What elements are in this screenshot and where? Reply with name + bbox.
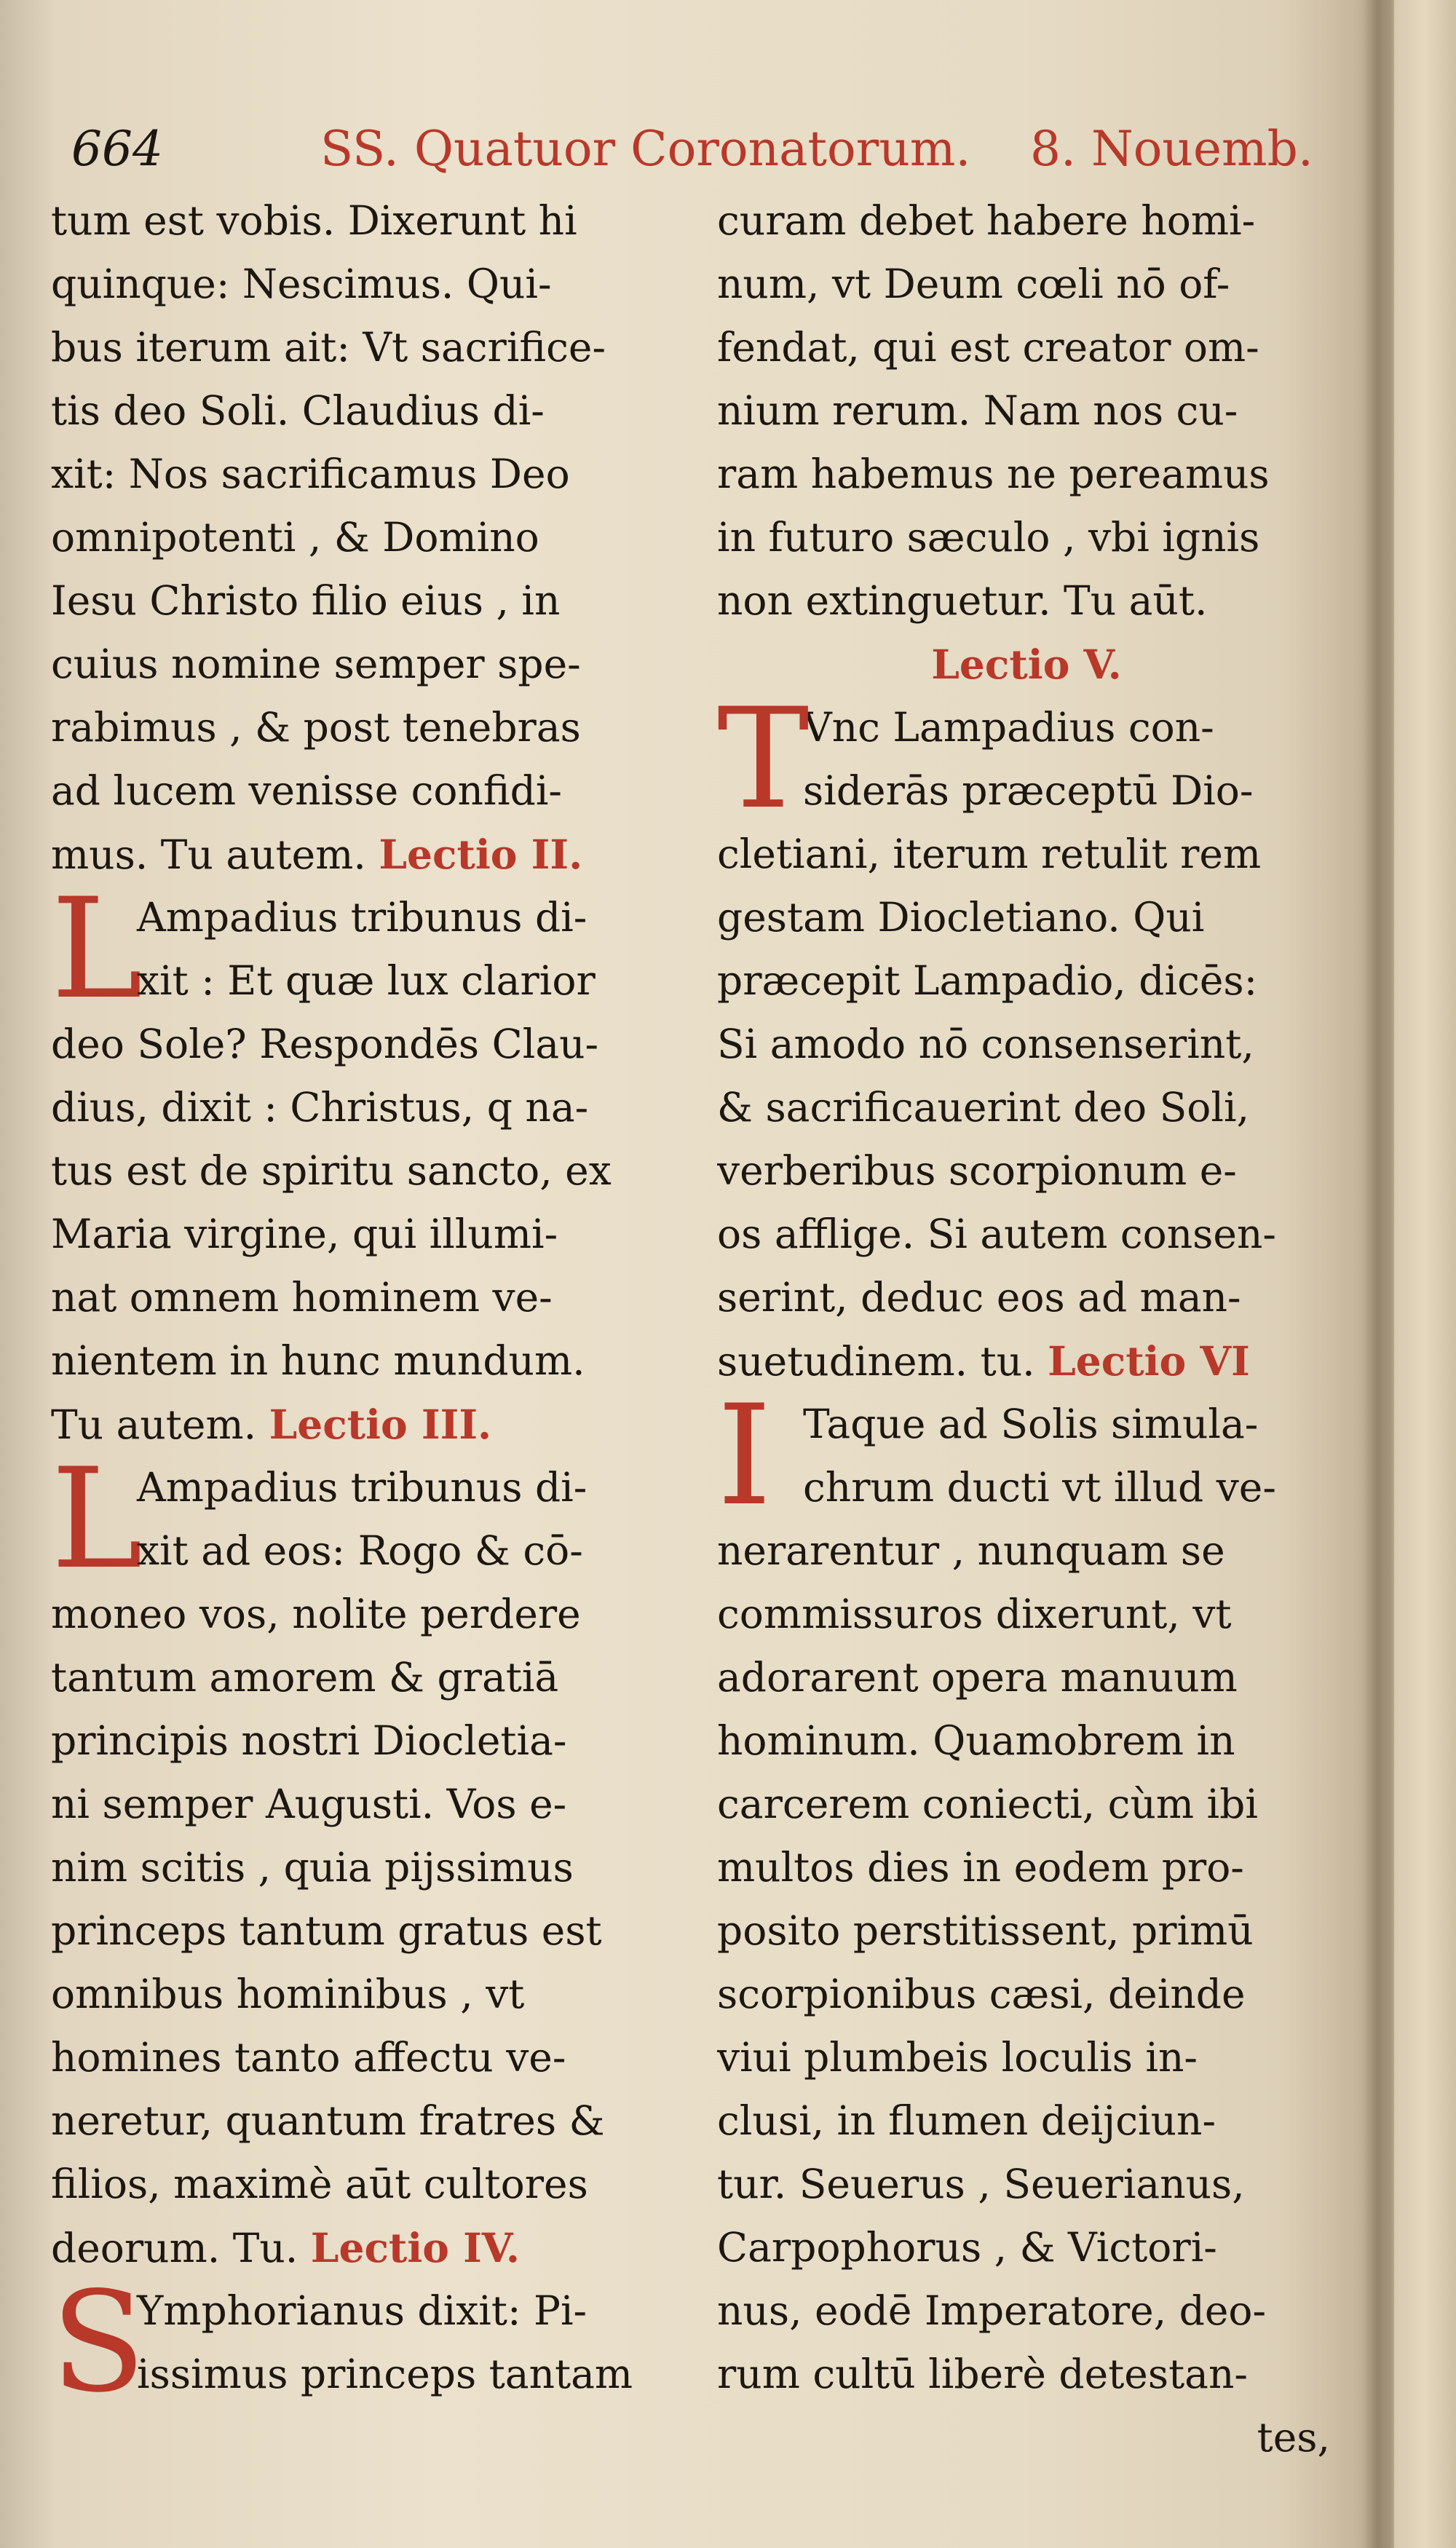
text-line: omnibus hominibus , vt [51, 1971, 525, 2017]
text-line: tis deo Soli. Claudius di- [51, 387, 545, 434]
text-segment: Ymphorianus dixit: Pi- [137, 2287, 587, 2334]
drop-cap-l: L [51, 869, 143, 1029]
text-line: nus, eodē Imperatore, deo- [717, 2287, 1267, 2334]
text-line: omnipotenti , & Domino [51, 514, 539, 561]
text-line: xit : Et quæ lux clarior [137, 957, 596, 1004]
text-line: xit: Nos sacrificamus Deo [51, 451, 570, 497]
text-line: cuius nomine semper spe- [51, 641, 581, 687]
text-line: ni semper Augusti. Vos e- [51, 1781, 567, 1827]
text-line: Si amodo nō consenserint, [717, 1021, 1254, 1067]
text-line: carcerem coniecti, cùm ibi [717, 1781, 1258, 1827]
text-line: fendat, qui est creator om- [717, 324, 1259, 371]
text-line: hominum. Quamobrem in [717, 1717, 1235, 1764]
left-column [51, 189, 670, 2519]
text-line: rum cultū liberè detestan- [717, 2351, 1248, 2397]
text-line: Iesu Christo filio eius , in [51, 577, 561, 624]
lectio-iii-heading: Lectio III. [269, 1401, 492, 1448]
text-line: nientem in hunc mundum. [51, 1337, 585, 1384]
text-segment: Taque ad Solis simula- [803, 1401, 1259, 1447]
gutter-shadow [1363, 0, 1392, 2548]
text-segment: Vnc Lampadius con- [803, 704, 1214, 751]
text-line: ad lucem venisse confidi- [51, 767, 563, 814]
drop-cap-l: L [51, 1439, 143, 1599]
text-line: homines tanto affectu ve- [51, 2034, 566, 2081]
lectio-v-heading: Lectio V. [931, 641, 1122, 688]
text-line: gestam Diocletiano. Qui [717, 894, 1205, 941]
book-page [51, 95, 1347, 2519]
text-line: Carpophorus , & Victori- [717, 2224, 1217, 2271]
text-line: dius, dixit : Christus, q na- [51, 1084, 589, 1131]
drop-cap-t: T [717, 678, 810, 839]
drop-cap-s: S [51, 2262, 146, 2423]
text-line: nat omnem hominem ve- [51, 1274, 553, 1321]
text-line: issimus princeps tantam [137, 2351, 633, 2397]
text-line-with-rubric [51, 1393, 670, 1456]
text-line: num, vt Deum cœli nō of- [717, 261, 1230, 307]
text-line: filios, maximè aūt cultores [51, 2161, 588, 2207]
text-line: cletiani, iterum retulit rem [717, 831, 1262, 877]
running-head [51, 109, 1347, 189]
text-line: tur. Seuerus , Seuerianus, [717, 2161, 1245, 2207]
text-line: commissuros dixerunt, vt [717, 1591, 1232, 1637]
text-line: nerarentur , nunquam se [717, 1527, 1225, 1574]
lectio-iv-heading: Lectio IV. [310, 2224, 521, 2271]
text-line: Maria virgine, qui illumi- [51, 1211, 558, 1257]
text-line: chrum ducti vt illud ve- [803, 1464, 1276, 1511]
text-line: principis nostri Diocletia- [51, 1717, 567, 1764]
text-segment: Ampadius tribunus di- [137, 1464, 587, 1511]
text-line: tum est vobis. Dixerunt hi [51, 197, 577, 244]
text-line: adorarent opera manuum [717, 1654, 1238, 1701]
text-line: nium rerum. Nam nos cu- [717, 387, 1238, 434]
text-line: moneo vos, nolite perdere [51, 1591, 581, 1637]
page-number: 664 [71, 121, 163, 177]
text-line: multos dies in eodem pro- [717, 1844, 1244, 1891]
text-line: bus iterum ait: Vt sacrifice- [51, 324, 606, 371]
feast-date: 8. Nouemb. [1030, 121, 1313, 177]
feast-title: SS. Quatuor Coronatorum. [320, 121, 971, 177]
right-column [717, 189, 1336, 2519]
adjacent-page-edge [1394, 0, 1456, 2548]
text-line: neretur, quantum fratres & [51, 2097, 605, 2144]
lectio-vi-heading: Lectio VI [1048, 1337, 1250, 1385]
text-line: nim scitis , quia pijssimus [51, 1844, 574, 1891]
text-segment: mus. Tu autem. [51, 831, 366, 878]
text-segment: Tu autem. [51, 1401, 257, 1448]
text-segment: Ampadius tribunus di- [137, 894, 587, 941]
text-line: rabimus , & post tenebras [51, 704, 581, 751]
text-line: tus est de spiritu sancto, ex [51, 1147, 612, 1194]
text-line: curam debet habere homi- [717, 197, 1256, 244]
text-line: & sacrificauerint deo Soli, [717, 1084, 1250, 1131]
text-line: quinque: Nescimus. Qui- [51, 261, 552, 307]
drop-cap-i: I [717, 1375, 772, 1536]
text-line: ram habemus ne pereamus [717, 451, 1270, 497]
text-line: scorpionibus cæsi, deinde [717, 1971, 1246, 2017]
text-line-with-rubric [717, 1329, 1336, 1393]
text-segment: suetudinem. tu. [717, 1338, 1035, 1385]
text-segment: deorum. Tu. [51, 2225, 298, 2271]
text-line: siderās præceptū Dio- [803, 767, 1254, 814]
lectio-v-heading-line [717, 633, 1336, 696]
text-line: serint, deduc eos ad man- [717, 1274, 1241, 1321]
text-line: princeps tantum gratus est [51, 1907, 602, 1954]
text-line: os afflige. Si autem consen- [717, 1211, 1276, 1257]
text-line: deo Sole? Respondēs Clau- [51, 1021, 599, 1067]
text-line: non extinguetur. Tu aūt. [717, 577, 1208, 624]
text-line: in futuro sæculo , vbi ignis [717, 514, 1260, 561]
text-line: tantum amorem & gratiā [51, 1654, 559, 1701]
text-line-with-rubric [51, 823, 670, 886]
text-line: posito perstitissent, primū [717, 1907, 1254, 1954]
text-line: clusi, in flumen deijciun- [717, 2097, 1216, 2144]
text-line: præcepit Lampadio, dicēs: [717, 957, 1258, 1004]
text-line: verberibus scorpionum e- [717, 1147, 1237, 1194]
catchword: tes, [1257, 2414, 1330, 2461]
text-line: xit ad eos: Rogo & cō- [137, 1527, 583, 1574]
text-line: viui plumbeis loculis in- [717, 2034, 1198, 2081]
lectio-ii-heading: Lectio II. [379, 831, 583, 878]
